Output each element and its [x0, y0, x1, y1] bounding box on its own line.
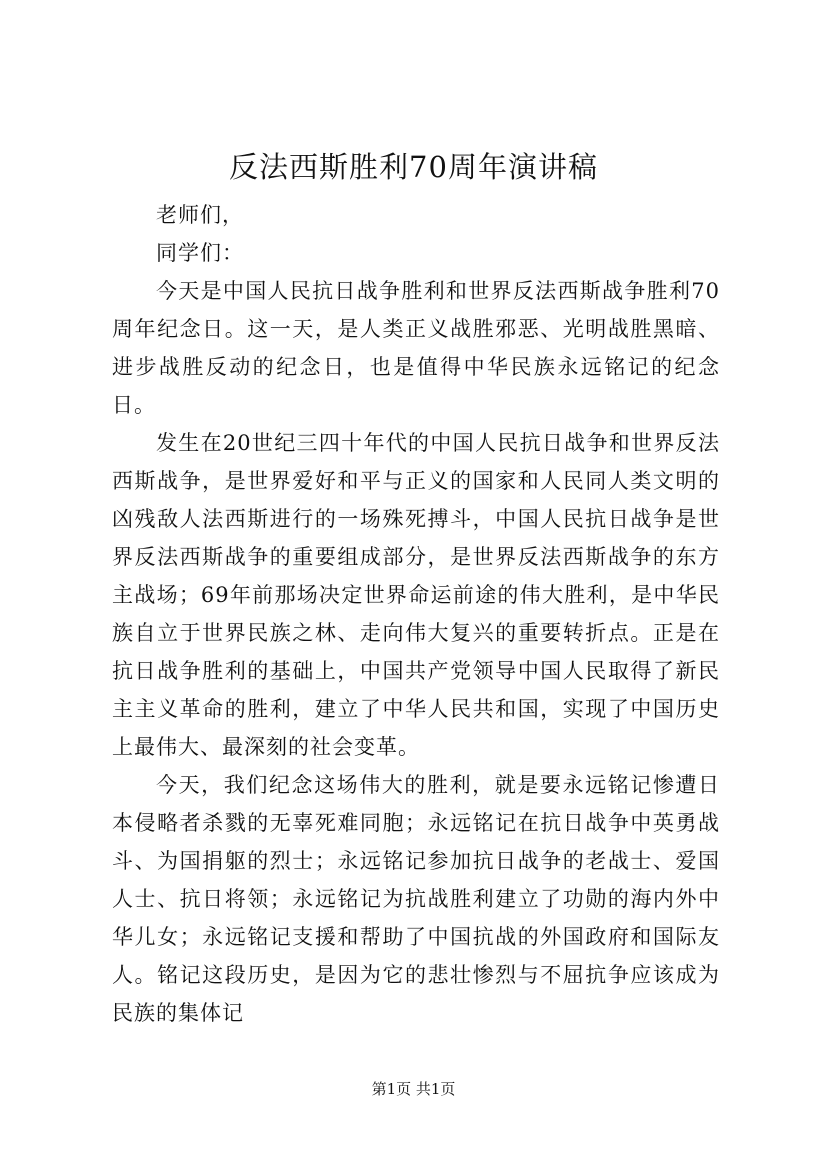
document-body — [112, 196, 720, 1032]
paragraph-3: 今天，我们纪念这场伟大的胜利，就是要永远铭记惨遭日本侵略者杀戮的无辜死难同胞；永远铭记在抗日战争中英勇战斗、为国捐躯的烈士；永远铭记参加抗日战争的老战士、爱国人士、抗日将领；永远铭记为抗战胜利建立了功勋的海内外中华儿女；永远铭记支援和帮助了中国抗战的外国政府和国际友人。铭记这段历史，是因为它的悲壮惨烈与不屈抗争应该成为民族的集体记 — [112, 773, 720, 1025]
paragraph-2: 发生在20世纪三四十年代的中国人民抗日战争和世界反法西斯战争，是世界爱好和平与正义的国家和人民同人类文明的凶残敌人法西斯进行的一场殊死搏斗，中国人民抗日战争是世界反法西斯战争的重要组成部分，是世界反法西斯战争的东方主战场；69年前那场决定世界命运前途的伟大胜利，是中华民族自立于世界民族之林、走向伟大复兴的重要转折点。正是在抗日战争胜利的基础上，中国共产党领导中国人民取得了新民主主义革命的胜利，建立了中华人民共和国，实现了中国历史上最伟大、最深刻的社会变革。 — [112, 431, 720, 759]
page-footer: 第1页 共1页 — [371, 1080, 456, 1098]
salutation-students: 同学们： — [156, 241, 244, 265]
salutation-teachers: 老师们， — [156, 203, 244, 227]
paragraph-1: 今天是中国人民抗日战争胜利和世界反法西斯战争胜利70周年纪念日。这一天，是人类正义战胜邪恶、光明战胜黑暗、进步战胜反动的纪念日，也是值得中华民族永远铭记的纪念日。 — [112, 279, 720, 417]
document-title: 反法西斯胜利70周年演讲稿 — [229, 150, 598, 184]
